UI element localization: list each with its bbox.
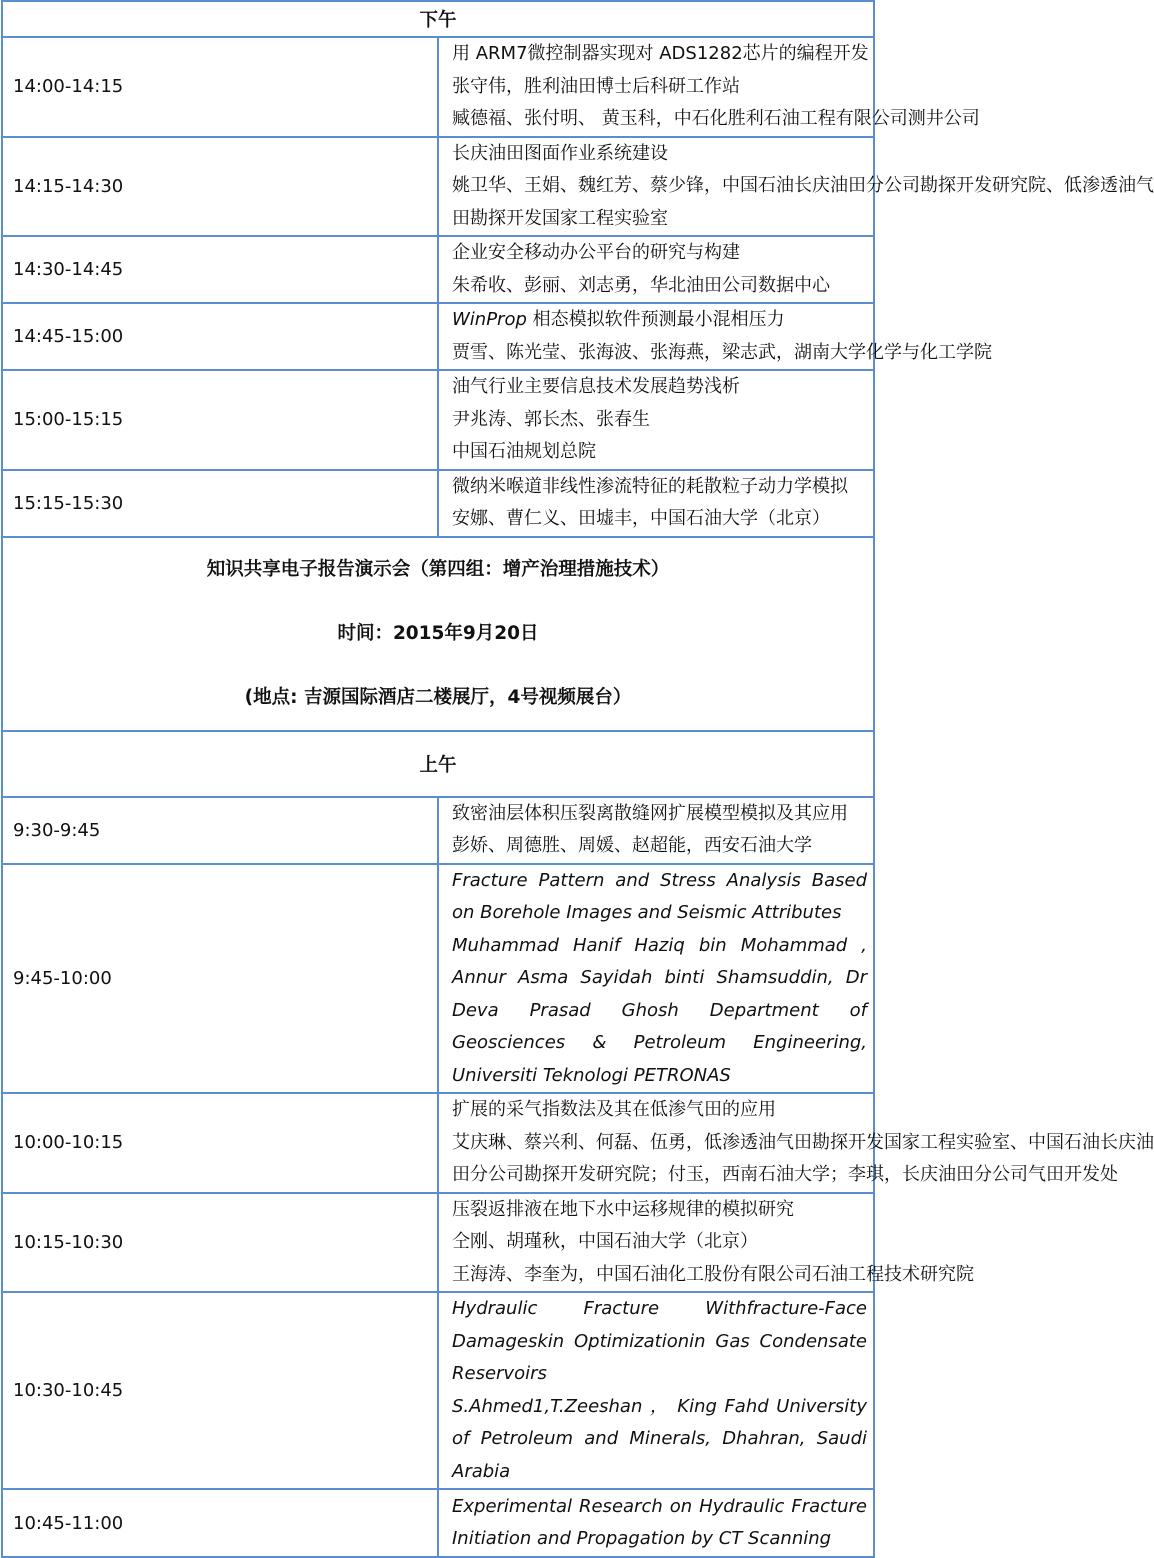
morning-header: 上午 xyxy=(2,731,874,797)
session-content xyxy=(438,797,874,864)
session-time: 10:30-10:45 xyxy=(2,1292,438,1489)
session-title: 用 ARM7微控制器实现对 ADS1282芯片的编程开发 xyxy=(452,43,869,64)
afternoon-header: 下午 xyxy=(2,1,874,37)
banner-row xyxy=(2,537,874,731)
session-time: 14:45-15:00 xyxy=(2,303,438,370)
session-time: 9:45-10:00 xyxy=(2,864,438,1094)
session-row xyxy=(2,1193,874,1293)
session-title: 压裂返排液在地下水中运移规律的模拟研究 xyxy=(452,1198,794,1220)
afternoon-header-row xyxy=(2,1,874,37)
session-content xyxy=(438,864,874,1094)
session-affiliation: 臧德福、张付明、 黄玉科，中石化胜利石油工程有限公司测井公司 xyxy=(452,108,980,129)
session-time: 15:00-15:15 xyxy=(2,370,438,470)
session-affiliation: 中国石油规划总院 xyxy=(452,441,596,462)
session-row xyxy=(2,370,874,470)
session-row xyxy=(2,797,874,864)
session-row xyxy=(2,864,874,1094)
session-time: 10:00-10:15 xyxy=(2,1093,438,1193)
session-title-italic: WinProp xyxy=(452,309,527,330)
session-content xyxy=(438,1489,874,1557)
schedule-table xyxy=(1,0,1154,1558)
session-title: Hydraulic Fracture Withfracture-Face Damageskin Optimizationin Gas Condensate Reservoirs xyxy=(452,1298,867,1384)
session-time: 15:15-15:30 xyxy=(2,470,438,537)
session-authors: Muhammad Hanif Haziq bin Mohammad , Annur Asma Sayidah binti Shamsuddin, Dr Deva Prasad Ghosh Department of Geosciences & Petroleum Engineering, Universiti Teknologi PETRONAS xyxy=(452,934,867,1086)
session-content xyxy=(438,1292,874,1489)
session-authors: 尹兆涛、郭长杰、张春生 xyxy=(452,408,650,430)
event-date: 时间：2015年9月20日 xyxy=(337,622,539,644)
session-authors: 安娜、曹仁义、田墟丰，中国石油大学（北京） xyxy=(452,508,830,529)
session-time: 14:00-14:15 xyxy=(2,37,438,137)
session-authors: 艾庆琳、蔡兴利、何磊、伍勇，低渗透油气田勘探开发国家工程实验室、中国石油长庆油 xyxy=(452,1131,1154,1153)
session-title: Experimental Research on Hydraulic Fracture Initiation and Propagation by CT Scanning xyxy=(452,1495,867,1549)
session-time: 10:15-10:30 xyxy=(2,1193,438,1293)
session-authors: 贾雪、陈光莹、张海波、张海燕，梁志武，湖南大学化学与化工学院 xyxy=(452,341,992,363)
session-title: 致密油层体积压裂离散缝网扩展模型模拟及其应用 xyxy=(452,802,848,824)
session-authors: 朱希收、彭丽、刘志勇，华北油田公司数据中心 xyxy=(452,274,830,296)
session-title: 微纳米喉道非线性渗流特征的耗散粒子动力学模拟 xyxy=(452,475,848,497)
session-content xyxy=(438,370,874,470)
morning-header-row xyxy=(2,731,874,797)
session-title xyxy=(452,304,867,337)
session-authors: 张守伟，胜利油田博士后科研工作站 xyxy=(452,75,740,97)
session-row xyxy=(2,470,874,537)
session-content xyxy=(438,236,874,303)
session-row xyxy=(2,37,874,137)
session-authors: 彭娇、周德胜、周媛、赵超能，西安石油大学 xyxy=(452,835,812,856)
session-affiliation: 田勘探开发国家工程实验室 xyxy=(452,207,668,229)
session-title: 企业安全移动办公平台的研究与构建 xyxy=(452,242,740,263)
session-title-rest: 相态模拟软件预测最小混相压力 xyxy=(526,309,785,330)
session-row xyxy=(2,137,874,237)
session-authors: 仝刚、胡瑾秋，中国石油大学（北京） xyxy=(452,1231,758,1252)
session-content xyxy=(438,1093,1154,1193)
session-title: 长庆油田图面作业系统建设 xyxy=(452,142,668,164)
event-location: (地点: 吉源国际酒店二楼展厅，4号视频展台） xyxy=(244,686,632,708)
session-row xyxy=(2,1489,874,1557)
session-row xyxy=(2,236,874,303)
session-time: 9:30-9:45 xyxy=(2,797,438,864)
session-time: 10:45-11:00 xyxy=(2,1489,438,1557)
session-content xyxy=(438,470,874,537)
session-row xyxy=(2,1292,874,1489)
session-content xyxy=(438,1193,974,1293)
session-authors: S.Ahmed1,T.Zeeshan ， King Fahd University of Petroleum and Minerals, Dhahran, Saudi Arabia xyxy=(452,1395,867,1482)
session-affiliation: 田分公司勘探开发研究院；付玉，西南石油大学；李琪，长庆油田分公司气田开发处 xyxy=(452,1164,1118,1185)
session-time: 14:15-14:30 xyxy=(2,137,438,237)
event-banner xyxy=(2,537,874,731)
session-row xyxy=(2,1093,874,1193)
session-content xyxy=(438,137,1154,237)
session-title: Fracture Pattern and Stress Analysis Based on Borehole Images and Seismic Attributes xyxy=(452,869,867,923)
session-title: 扩展的采气指数法及其在低渗气田的应用 xyxy=(452,1099,776,1120)
session-authors: 姚卫华、王娟、魏红芳、蔡少锋，中国石油长庆油田分公司勘探开发研究院、低渗透油气 xyxy=(452,175,1154,196)
session-title: 油气行业主要信息技术发展趋势浅析 xyxy=(452,376,740,397)
event-title: 知识共享电子报告演示会（第四组：增产治理措施技术） xyxy=(206,558,670,580)
session-content xyxy=(438,303,992,370)
session-affiliation: 王海涛、李奎为，中国石油化工股份有限公司石油工程技术研究院 xyxy=(452,1263,974,1285)
session-time: 14:30-14:45 xyxy=(2,236,438,303)
session-row xyxy=(2,303,874,370)
session-content xyxy=(438,37,980,137)
